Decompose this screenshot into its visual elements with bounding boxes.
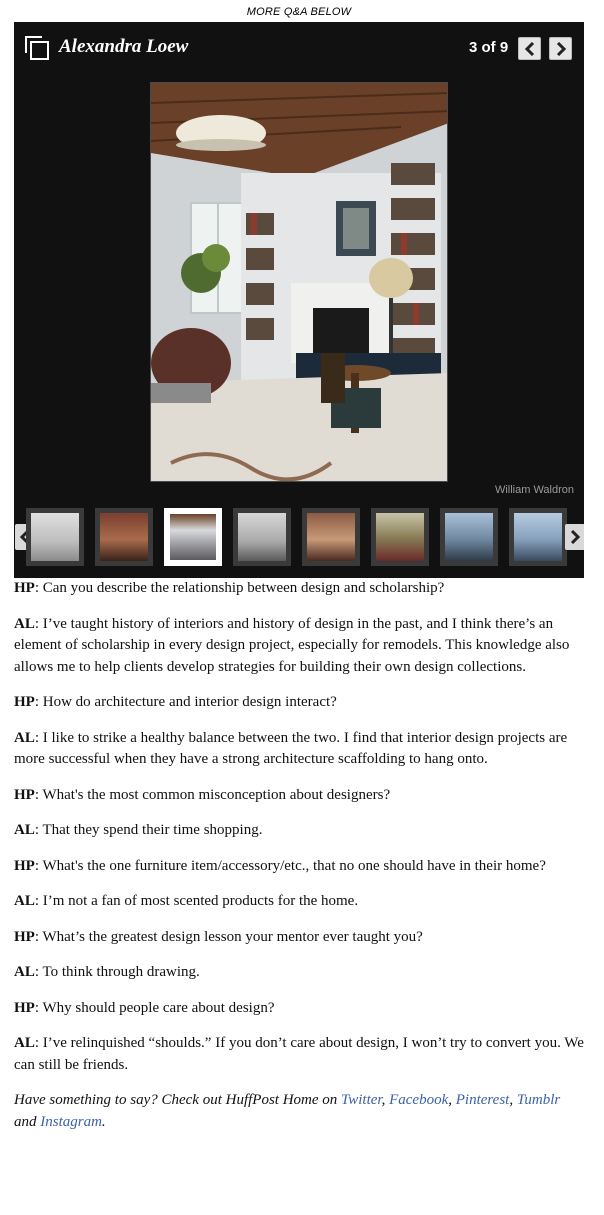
thumbnail-4[interactable] <box>233 508 291 566</box>
thumbnail-7[interactable] <box>440 508 498 566</box>
qa-text: : How do architecture and interior design interact? <box>34 694 337 710</box>
speaker-label: AL <box>14 729 35 746</box>
qa-text: : I like to strike a healthy balance between the two. I find that interior design projects are more successful when they have a strong architecture scaffolding to hang onto. <box>14 729 568 767</box>
qa-text: : What's the most common misconception about designers? <box>34 786 391 803</box>
strip-next-button[interactable] <box>565 524 584 550</box>
photo-gallery <box>14 22 584 578</box>
thumbnail-image <box>445 513 493 561</box>
qa-paragraph <box>14 927 586 949</box>
qa-paragraph <box>14 1033 586 1076</box>
qa-paragraph <box>14 728 586 771</box>
qa-article <box>14 578 586 1147</box>
main-photo[interactable] <box>150 82 448 482</box>
separator: , <box>381 1092 390 1108</box>
speaker-label: AL <box>14 893 35 909</box>
thumbnail-image <box>238 513 286 561</box>
facebook-link[interactable]: Facebook <box>389 1092 449 1108</box>
thumbnail-image <box>170 514 216 560</box>
qa-text: : Can you describe the relationship between design and scholarship? <box>34 580 445 596</box>
thumbnail-image <box>307 513 355 561</box>
instagram-link[interactable]: Instagram <box>40 1113 102 1130</box>
qa-text: : That they spend their time shopping. <box>34 822 263 838</box>
closing-paragraph <box>14 1090 586 1133</box>
gallery-icon <box>25 36 49 60</box>
thumbnail-image <box>100 513 148 561</box>
next-slide-button[interactable] <box>549 37 572 60</box>
speaker-label: HP <box>14 580 35 596</box>
qa-text: : To think through drawing. <box>34 964 200 980</box>
qa-paragraph <box>14 614 586 679</box>
conjunction: and <box>14 1113 41 1130</box>
qa-text: : Why should people care about design? <box>34 999 275 1016</box>
qa-paragraph <box>14 820 586 842</box>
previous-slide-button[interactable] <box>518 37 541 60</box>
thumbnail-2[interactable] <box>95 508 153 566</box>
qa-paragraph <box>14 578 586 600</box>
separator: , <box>509 1092 517 1108</box>
thumbnail-image <box>376 513 424 561</box>
chevron-left-icon <box>524 42 536 56</box>
qa-text: : I’ve relinquished “shoulds.” If you don’t care about design, I won’t try to convert you. We can still be friends. <box>14 1035 584 1073</box>
speaker-label: AL <box>14 615 35 632</box>
thumbnail-5[interactable] <box>302 508 360 566</box>
twitter-link[interactable]: Twitter <box>341 1092 382 1108</box>
thumbnail-1[interactable] <box>26 508 84 566</box>
more-qa-banner: MORE Q&A BELOW <box>246 6 352 18</box>
separator: , <box>448 1092 456 1108</box>
thumbnail-strip <box>14 508 584 566</box>
speaker-label: AL <box>14 964 35 980</box>
thumbnail-6[interactable] <box>371 508 429 566</box>
pinterest-link[interactable]: Pinterest <box>455 1092 510 1108</box>
speaker-label: AL <box>14 822 35 838</box>
photo-credit: William Waldron <box>494 484 574 496</box>
qa-paragraph <box>14 856 586 878</box>
qa-paragraph <box>14 962 586 984</box>
speaker-label: HP <box>14 786 35 803</box>
thumbnail-3[interactable] <box>164 508 222 566</box>
speaker-label: HP <box>14 999 35 1016</box>
qa-text: : What’s the greatest design lesson your mentor ever taught you? <box>34 928 423 945</box>
closing-lead: Have something to say? Check out HuffPost Home on <box>14 1092 342 1108</box>
period: . <box>101 1113 106 1130</box>
chevron-right-icon <box>569 530 581 544</box>
chevron-right-icon <box>555 42 567 56</box>
qa-text: : I’ve taught history of interiors and history of design in the past, and I think there’s an element of scholarship in every design project, especially for remodels. This knowledge also allows me to help clients develop strategies for building their own design collections. <box>14 615 570 675</box>
qa-paragraph <box>14 692 586 714</box>
qa-paragraph <box>14 785 586 807</box>
qa-paragraph <box>14 891 586 913</box>
gallery-title: Alexandra Loew <box>59 36 189 57</box>
qa-paragraph <box>14 998 586 1020</box>
tumblr-link[interactable]: Tumblr <box>516 1092 561 1108</box>
qa-text: : I’m not a fan of most scented products for the home. <box>34 893 359 909</box>
thumbnail-8[interactable] <box>509 508 567 566</box>
thumbnail-image <box>514 513 562 561</box>
qa-text: : What's the one furniture item/accessory/etc., that no one should have in their home? <box>34 857 546 874</box>
speaker-label: HP <box>14 694 35 710</box>
thumbnail-image <box>31 513 79 561</box>
speaker-label: HP <box>14 857 35 874</box>
slide-counter: 3 of 9 <box>469 39 509 56</box>
interior-room-photo <box>151 83 448 482</box>
speaker-label: AL <box>14 1035 35 1051</box>
speaker-label: HP <box>14 928 35 945</box>
